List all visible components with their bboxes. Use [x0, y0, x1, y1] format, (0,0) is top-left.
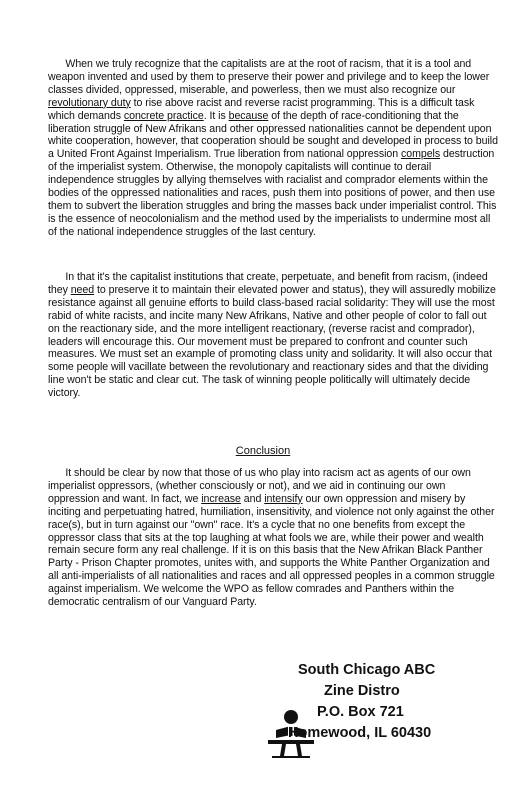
paragraph-text: It should be clear by now that those of us who play into racism act as agents of our own imperialist oppressors, (whether consciously or not), and we aid in continuing our own oppression and want. In fact, we: [48, 467, 471, 505]
underlined-text: compels: [400, 148, 441, 161]
footer-po-box: P.O. Box 721: [317, 704, 404, 720]
paragraph-text: to rise above racist and reverse racist programming. This is a difficult task which demands: [48, 96, 475, 122]
underlined-text: revolutionary duty: [48, 96, 131, 109]
paragraph-indent: [48, 467, 65, 479]
conclusion-heading: Conclusion: [235, 445, 291, 457]
underlined-text: because: [228, 109, 269, 122]
paragraph-indent: [48, 58, 65, 70]
footer-address: [262, 660, 462, 744]
footer-org-name: South Chicago ABC: [298, 662, 436, 678]
paragraph-text: . It is: [203, 109, 229, 122]
footer-city: Homewood, IL 60430: [288, 725, 432, 741]
paragraph-3: [48, 467, 498, 609]
paragraph-1: [48, 58, 498, 239]
paragraph-text: and: [240, 492, 265, 505]
paragraph-indent: [48, 271, 65, 283]
underlined-text: need: [70, 283, 95, 296]
paragraph-text: of the depth of race-conditioning that the liberation struggle of New Afrikans and other oppressed nationalities cannot be dependent upon white cooperation, however, that cooperation should be sought and developed in process to build a United Front Against Imperialism. True liberation from national oppression: [48, 109, 498, 161]
paragraph-2: [48, 271, 498, 400]
paragraph-text: our own oppression and misery by inciting and perpetuating hatred, humiliation, insensitivity, and violence not only against the other race(s), but in turn against our "own" race. It's a cycle that no one benefits from except the oppressor class that sits at the top laughing at what fools we are, while their power and wealth remain secure form any real challenge. If it is on this basis that the New Afrikan Black Panther Party - Prison Chapter promotes, unites with, and supports the White Panther Organization and all anti-imperialists of all nationalities and races and all oppressed peoples in a common struggle against imperialism. We welcome the WPO as fellow comrades and Panthers within the democratic centralism of our Vanguard Party.: [48, 492, 495, 609]
paragraph-text: to preserve it to maintain their elevated power and status), they will assuredly mobilize resistance against all genuine efforts to build class-based racial solidarity: They will use the most rabid of white racists, and incite many New Afrikans, Native and other people of color to fall out on the reactionary side, and the more intelligent reactionary, (reverse racist and comprador), leaders will encourage this. Our movement must be prepared to confront and counter such measures. We must set an example of promoting class unity and solidarity. It will also occur that some people will vacillate between the revolutionary and reactionary sides and that the dividing line won't be static and clear cut. The task of winning people politically will ultimately decide victory.: [48, 283, 496, 400]
paragraph-text: In that it's the capitalist institutions that create, perpetuate, and benefit from racism, (indeed they: [48, 271, 488, 296]
footer-distro-name: Zine Distro: [324, 683, 400, 699]
underlined-text: intensify: [264, 492, 303, 505]
paragraph-text: When we truly recognize that the capitalists are at the root of racism, that it is a tool and weapon invented and used by them to preserve their power and privilege and to keep the lower classes divided, oppressed, miserable, and powerless, then we must also recognize our: [48, 58, 490, 96]
paragraph-text: destruction of the imperialist system. Otherwise, the monopoly capitalists will continue to derail independence struggles by allying themselves with racialist and comprador elements within the bodies of the oppressed nationalities and races, push them into positions of power, and then use them to subvert the liberation struggles and bring the masses back under imperialist control. This is the essence of neocolonialism and the method used by the imperialists to undermine most all of the national independence struggles of the last century.: [48, 148, 497, 238]
underlined-text: concrete practice: [123, 109, 204, 122]
underlined-text: increase: [201, 492, 241, 505]
